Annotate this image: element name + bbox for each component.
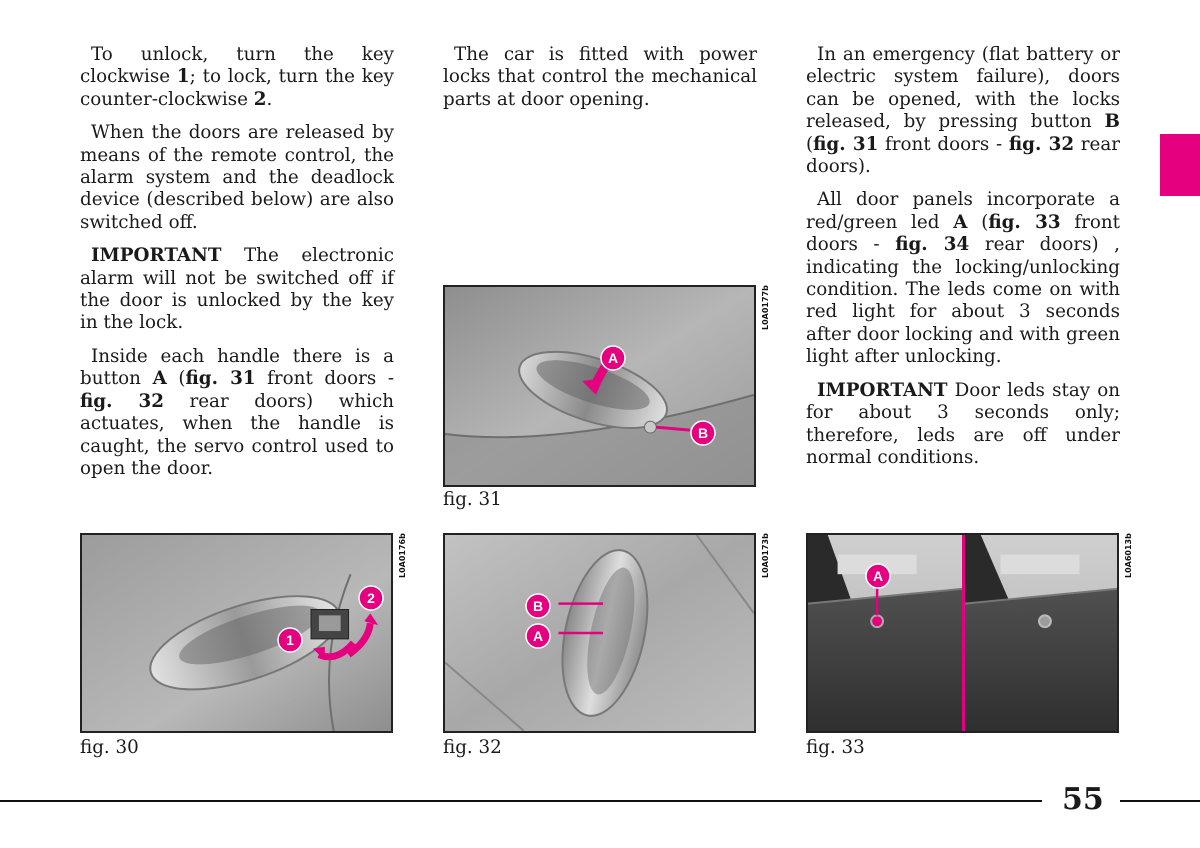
figure-30-caption: fig. 30: [80, 737, 139, 758]
figure-31-code: L0A0177b: [761, 285, 770, 330]
figure-32-image: [443, 533, 756, 733]
paragraph-power-locks: The car is fitted with power locks that control the mechanical parts at door opening.: [443, 44, 757, 110]
label-b-circle: [690, 420, 716, 446]
footer-rule-left: [0, 800, 1042, 802]
label-1-circle: [277, 627, 303, 653]
figure-30-code: L0A0176b: [398, 533, 407, 578]
svg-text:B: B: [532, 598, 544, 614]
svg-text:1: 1: [286, 632, 294, 648]
figure-33-code: L0A6013b: [1124, 533, 1133, 578]
paragraph-unlock: To unlock, turn the key clockwise 1; to lock, turn the key counter-clockwise 2.: [80, 44, 394, 110]
figure-33-image: [806, 533, 1119, 733]
paragraph-emergency: In an emergency (flat battery or electric system failure), doors can be opened, with the locks released, by pressing button B (fig. 31 front doors - fig. 32 rear doors).: [806, 44, 1120, 178]
svg-text:A: A: [872, 568, 884, 584]
svg-text:A: A: [607, 350, 619, 366]
label-a-circle: [865, 563, 891, 589]
svg-text:B: B: [697, 425, 709, 441]
svg-text:A: A: [532, 628, 544, 644]
paragraph-remote-control: When the doors are released by means of the remote control, the alarm system and the deadlock device (described below) are also switched off.: [80, 122, 394, 233]
text-column-2: [443, 44, 757, 122]
text-column-3: [806, 44, 1120, 480]
label-b-circle: [525, 593, 551, 619]
figure-32-caption: fig. 32: [443, 737, 502, 758]
figure-33-caption: fig. 33: [806, 737, 865, 758]
text-column-1: [80, 44, 394, 491]
label-a-circle: [525, 623, 551, 649]
figure-32-code: L0A0173b: [761, 533, 770, 578]
figure-31-caption: fig. 31: [443, 489, 502, 510]
paragraph-door-leds: All door panels incorporate a red/green led A (fig. 33 front doors - fig. 34 rear doors) , indicating the locking/unlocking condition. The leds come on with red light for about 3 seconds after door locking and with green light after unlocking.: [806, 189, 1120, 368]
paragraph-important-leds: IMPORTANT Door leds stay on for about 3 seconds only; therefore, leds are off under normal conditions.: [806, 379, 1120, 468]
paragraph-handle-button: Inside each handle there is a button A (fig. 31 front doors - fig. 32 rear doors) which actuates, when the handle is caught, the servo control used to open the door.: [80, 345, 395, 479]
svg-text:2: 2: [367, 590, 375, 606]
label-a-circle: [600, 345, 626, 371]
figure-31-image: [443, 285, 756, 487]
section-tab: [1160, 134, 1200, 196]
paragraph-important-alarm: IMPORTANT The electronic alarm will not be switched off if the door is unlocked by the key in the lock.: [80, 245, 394, 334]
figure-30-image: [80, 533, 393, 733]
label-2-circle: [358, 585, 384, 611]
page-number: 55: [1062, 782, 1104, 817]
footer-rule-right: [1120, 800, 1200, 802]
